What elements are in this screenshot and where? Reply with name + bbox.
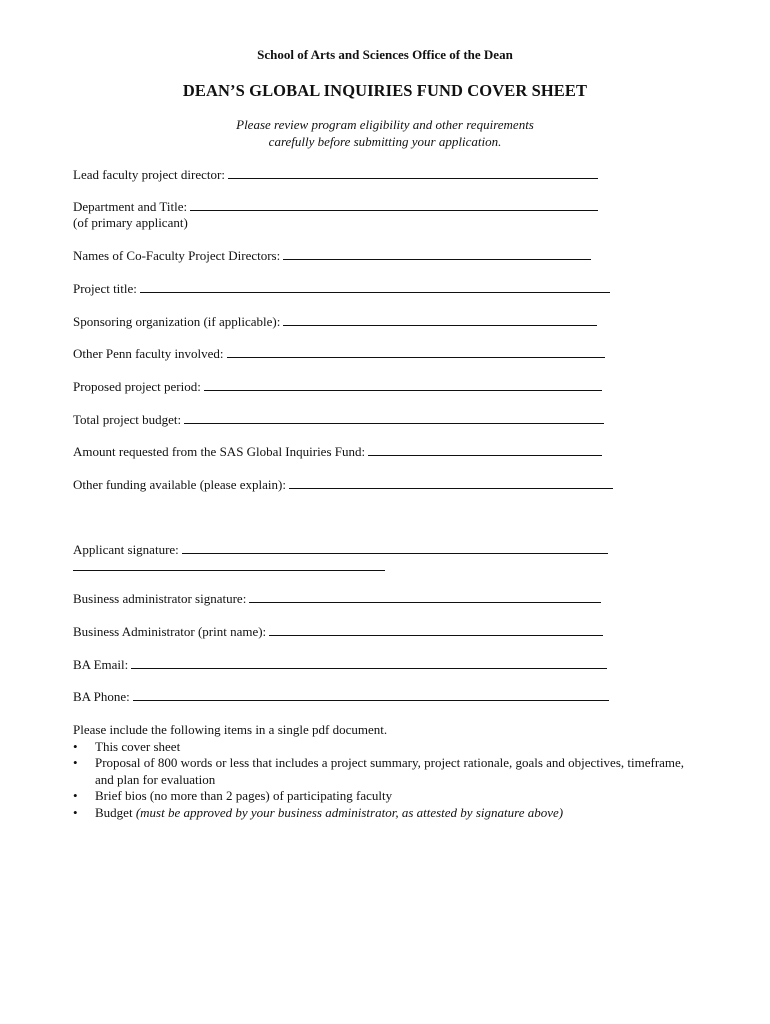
list-item bbox=[73, 739, 693, 756]
instructions-line-2: carefully before submitting your application. bbox=[268, 133, 502, 149]
office-header: School of Arts and Sciences Office of the Dean bbox=[257, 47, 513, 62]
ba-phone-field bbox=[73, 689, 609, 705]
bullet-icon: • bbox=[73, 755, 78, 770]
list-item bbox=[73, 755, 693, 788]
checklist-intro: Please include the following items in a single pdf document. bbox=[73, 722, 388, 737]
total-budget-label: Total project budget: bbox=[73, 412, 182, 427]
bullet-icon: • bbox=[73, 804, 78, 820]
bullet-icon: • bbox=[73, 738, 78, 754]
department-title-field bbox=[73, 199, 598, 231]
ba-print-name-field bbox=[73, 624, 603, 640]
co-directors-field bbox=[73, 248, 591, 264]
amount-requested-field bbox=[73, 444, 602, 460]
ba-phone-blank[interactable] bbox=[133, 690, 609, 701]
other-funding-label: Other funding available (please explain): bbox=[73, 477, 286, 492]
department-title-label: Department and Title: bbox=[73, 199, 188, 214]
project-title-blank[interactable] bbox=[140, 282, 610, 293]
applicant-signature-field bbox=[73, 542, 608, 558]
instructions-line-1: Please review program eligibility and other requirements bbox=[236, 117, 534, 132]
project-period-label: Proposed project period: bbox=[73, 379, 201, 394]
ba-print-name-label: Business Administrator (print name): bbox=[73, 624, 267, 639]
project-period-blank[interactable] bbox=[204, 380, 602, 391]
other-faculty-label: Other Penn faculty involved: bbox=[73, 346, 224, 361]
department-title-note: (of primary applicant) bbox=[73, 215, 188, 230]
sponsoring-org-label: Sponsoring organization (if applicable): bbox=[73, 314, 281, 329]
total-budget-blank[interactable] bbox=[184, 413, 604, 424]
project-title-field bbox=[73, 281, 610, 297]
other-funding-field bbox=[73, 477, 613, 493]
list-item bbox=[73, 805, 693, 822]
ba-signature-label: Business administrator signature: bbox=[73, 591, 247, 606]
lead-director-blank[interactable] bbox=[228, 168, 598, 179]
project-period-field bbox=[73, 379, 602, 395]
checklist-item-text: Proposal of 800 words or less that includes a project summary, project rationale, goals and objectives, timeframe, and plan for evaluation bbox=[95, 755, 685, 787]
amount-requested-blank[interactable] bbox=[368, 445, 602, 456]
ba-signature-blank[interactable] bbox=[249, 592, 601, 603]
project-title-label: Project title: bbox=[73, 281, 137, 296]
lead-director-label: Lead faculty project director: bbox=[73, 167, 225, 182]
co-directors-blank[interactable] bbox=[283, 249, 591, 260]
submission-checklist bbox=[73, 722, 693, 821]
ba-email-label: BA Email: bbox=[73, 657, 129, 672]
other-funding-blank[interactable] bbox=[289, 478, 613, 489]
ba-email-field bbox=[73, 657, 607, 673]
checklist-item-text: This cover sheet bbox=[95, 738, 181, 754]
ba-phone-label: BA Phone: bbox=[73, 689, 130, 704]
other-faculty-blank[interactable] bbox=[227, 347, 605, 358]
page-title: DEAN’S GLOBAL INQUIRIES FUND COVER SHEET bbox=[182, 81, 588, 100]
amount-requested-label: Amount requested from the SAS Global Inquiries Fund: bbox=[73, 444, 366, 459]
department-title-blank[interactable] bbox=[190, 200, 598, 211]
co-directors-label: Names of Co-Faculty Project Directors: bbox=[73, 248, 281, 263]
sponsoring-org-field bbox=[73, 314, 597, 330]
other-faculty-field bbox=[73, 346, 605, 362]
applicant-signature-extra-line[interactable] bbox=[73, 570, 385, 571]
ba-print-name-blank[interactable] bbox=[269, 625, 603, 636]
applicant-signature-blank[interactable] bbox=[182, 543, 608, 554]
list-item bbox=[73, 788, 693, 805]
total-budget-field bbox=[73, 412, 604, 428]
sponsoring-org-blank[interactable] bbox=[283, 315, 597, 326]
instructions bbox=[0, 117, 770, 150]
checklist-items bbox=[73, 739, 693, 822]
checklist-item-text: Brief bios (no more than 2 pages) of participating faculty bbox=[95, 788, 393, 803]
bullet-icon: • bbox=[73, 788, 78, 803]
ba-signature-field bbox=[73, 591, 601, 607]
budget-label: Budget bbox=[95, 804, 133, 820]
lead-director-field bbox=[73, 167, 598, 183]
applicant-signature-label: Applicant signature: bbox=[73, 542, 179, 557]
ba-email-blank[interactable] bbox=[131, 658, 607, 669]
budget-note: (must be approved by your business administrator, as attested by signature above) bbox=[135, 804, 564, 820]
